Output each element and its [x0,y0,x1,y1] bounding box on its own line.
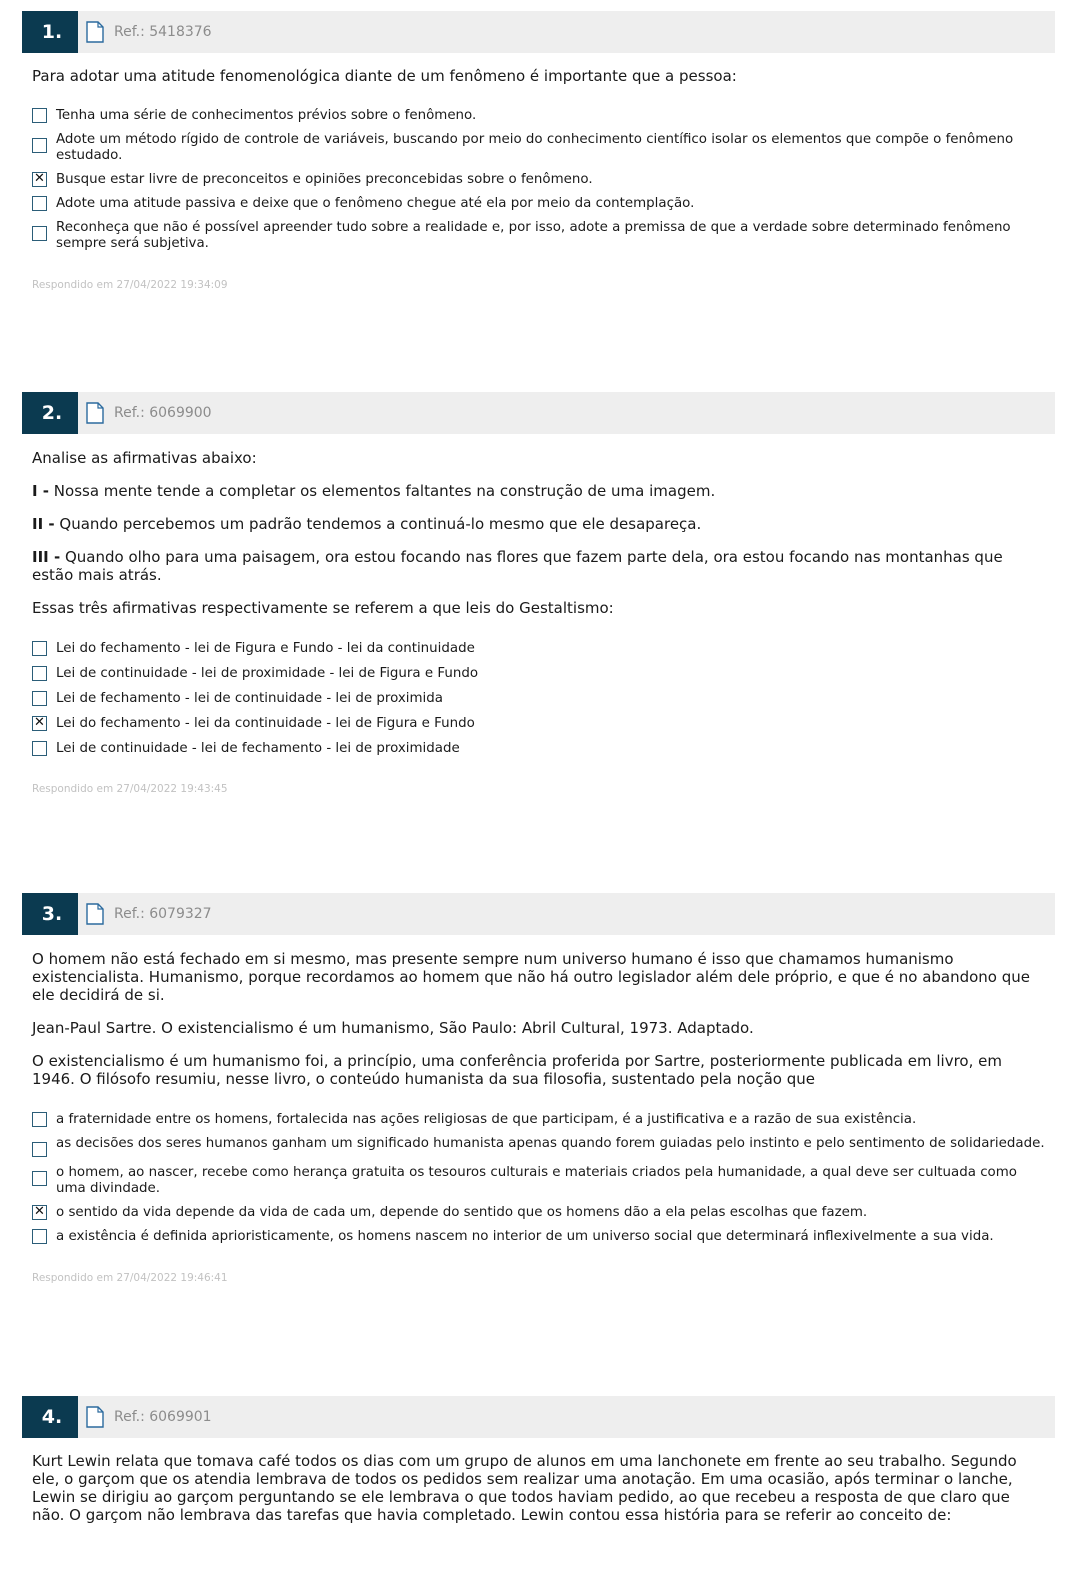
checkbox[interactable] [32,1171,47,1186]
citation: Jean-Paul Sartre. O existencialismo é um humanismo, São Paulo: Abril Cultural, 1973. Adaptado. [32,1019,754,1037]
question-number: 3. [22,893,78,935]
question-ref: Ref.: 6079327 [114,906,212,922]
question-text: Analise as afirmativas abaixo: [32,449,257,467]
checkbox[interactable] [32,1229,47,1244]
question-4 [22,1396,1055,1524]
checkbox[interactable] [32,108,47,123]
question-ref: Ref.: 6069900 [114,405,212,421]
option[interactable] [32,641,1047,657]
option-text: o homem, ao nascer, recebe como herança gratuita os tesouros culturais e materiais criados pela humanidade, a qual deve ser cultuada como uma divindade. [56,1165,1017,1196]
option[interactable] [32,220,1047,252]
option[interactable] [32,666,1047,682]
checkbox[interactable] [32,691,47,706]
statement-3: III - Quando olho para uma paisagem, ora estou focando nas flores que fazem parte dela, ora estou focando nas montanhas que estão mais atrás. [32,548,1003,584]
quote-text: O homem não está fechado em si mesmo, mas presente sempre num universo humano é isso que chamamos humanismo existencialista. Humanismo, porque recordamos ao homem que não há outro legislador além dele próprio, e que é no abandono que ele decidirá de si. [32,950,1031,1004]
question-header [22,1396,1055,1438]
option-text: Lei de fechamento - lei de continuidade - lei de proximida [56,691,443,706]
option[interactable] [32,741,1047,757]
option-text: Adote uma atitude passiva e deixe que o fenômeno chegue até ela por meio da contemplação. [56,196,695,211]
option-text: Lei de continuidade - lei de proximidade - lei de Figura e Fundo [56,666,479,681]
option[interactable] [32,716,1047,732]
option-text: Reconheça que não é possível apreender tudo sobre a realidade e, por isso, adote a premissa de que a verdade sobre determinado fenômeno sempre será subjetiva. [56,220,1011,251]
option[interactable] [32,1112,1047,1128]
question-3 [22,893,1055,1284]
checkbox[interactable] [32,1112,47,1127]
option[interactable] [32,1165,1047,1197]
option-text: as decisões dos seres humanos ganham um significado humanista apenas quando forem guiadas pelo instinto e pelo sentimento de solidariedade. [56,1136,1045,1151]
option[interactable] [32,196,1047,212]
question-prompt: Essas três afirmativas respectivamente se referem a que leis do Gestaltismo: [32,599,614,617]
checkbox[interactable] [32,741,47,756]
checkbox[interactable] [32,196,47,211]
option[interactable] [32,1229,1047,1245]
checkbox[interactable] [32,138,47,153]
statement-1: I - Nossa mente tende a completar os elementos faltantes na construção de uma imagem. [32,482,716,500]
question-header [22,893,1055,935]
document-icon[interactable] [86,402,104,424]
question-ref: Ref.: 6069901 [114,1409,212,1425]
answered-timestamp: Respondido em 27/04/2022 19:46:41 [32,1272,228,1284]
question-header [22,392,1055,434]
question-number: 2. [22,392,78,434]
option[interactable] [32,1205,1047,1221]
statement-2: II - Quando percebemos um padrão tendemos a continuá-lo mesmo que ele desapareça. [32,515,702,533]
document-icon[interactable] [86,903,104,925]
option[interactable] [32,1136,1047,1157]
option-text: Lei do fechamento - lei de Figura e Fundo - lei da continuidade [56,641,475,656]
option-text: a existência é definida aprioristicamente, os homens nascem no interior de um universo social que determinará inflexivelmente a sua vida. [56,1229,994,1244]
option-text: Adote um método rígido de controle de variáveis, buscando por meio do conhecimento científico isolar os elementos que compõe o fenômeno estudado. [56,132,1014,163]
answered-timestamp: Respondido em 27/04/2022 19:43:45 [32,783,228,795]
question-2 [22,392,1055,795]
statement-numeral: II - [32,515,55,533]
question-text: Para adotar uma atitude fenomenológica diante de um fenômeno é importante que a pessoa: [32,67,737,85]
answered-timestamp: Respondido em 27/04/2022 19:34:09 [32,279,228,291]
option-text: a fraternidade entre os homens, fortalecida nas ações religiosas de que participam, é a justificativa e a razão de sua existência. [56,1112,917,1127]
question-1 [22,11,1055,291]
document-icon[interactable] [86,21,104,43]
question-ref: Ref.: 5418376 [114,24,212,40]
checkbox[interactable] [32,226,47,241]
checkbox-checked[interactable] [32,172,47,187]
statement-numeral: I - [32,482,50,500]
option-text: Lei de continuidade - lei de fechamento - lei de proximidade [56,741,460,756]
checkbox[interactable] [32,666,47,681]
question-prompt: O existencialismo é um humanismo foi, a princípio, uma conferência proferida por Sartre, posteriormente publicada em livro, em 1946. O filósofo resumiu, nesse livro, o conteúdo humanista da sua filosofia, sustentado pela noção que [32,1052,1002,1088]
question-text: Kurt Lewin relata que tomava café todos os dias com um grupo de alunos em uma lanchonete em frente ao seu trabalho. Segundo ele, o garçom que os atendia lembrava de todos os pedidos sem realizar uma anotação. Em uma ocasião, após terminar o lanche, Lewin se dirigiu ao garçom perguntando se ele lembrava o que todos haviam pedido, ao que recebeu a resposta de que claro que não. O garçom não lembrava das tarefas que havia completado. Lewin contou essa história para se referir ao conceito de: [32,1452,1017,1524]
question-number: 4. [22,1396,78,1438]
option-text: Busque estar livre de preconceitos e opiniões preconcebidas sobre o fenômeno. [56,172,593,187]
checkbox[interactable] [32,1142,47,1157]
option-text: o sentido da vida depende da vida de cada um, depende do sentido que os homens dão a ela pelas escolhas que fazem. [56,1205,868,1220]
checkbox-checked[interactable] [32,716,47,731]
option[interactable] [32,691,1047,707]
statement-numeral: III - [32,548,61,566]
option-text: Lei do fechamento - lei da continuidade - lei de Figura e Fundo [56,716,475,731]
option-text: Tenha uma série de conhecimentos prévios sobre o fenômeno. [56,108,477,123]
checkbox[interactable] [32,641,47,656]
checkbox-checked[interactable] [32,1205,47,1220]
document-icon[interactable] [86,1406,104,1428]
option[interactable] [32,108,1047,124]
option[interactable] [32,132,1047,164]
option[interactable] [32,172,1047,188]
question-number: 1. [22,11,78,53]
question-header [22,11,1055,53]
